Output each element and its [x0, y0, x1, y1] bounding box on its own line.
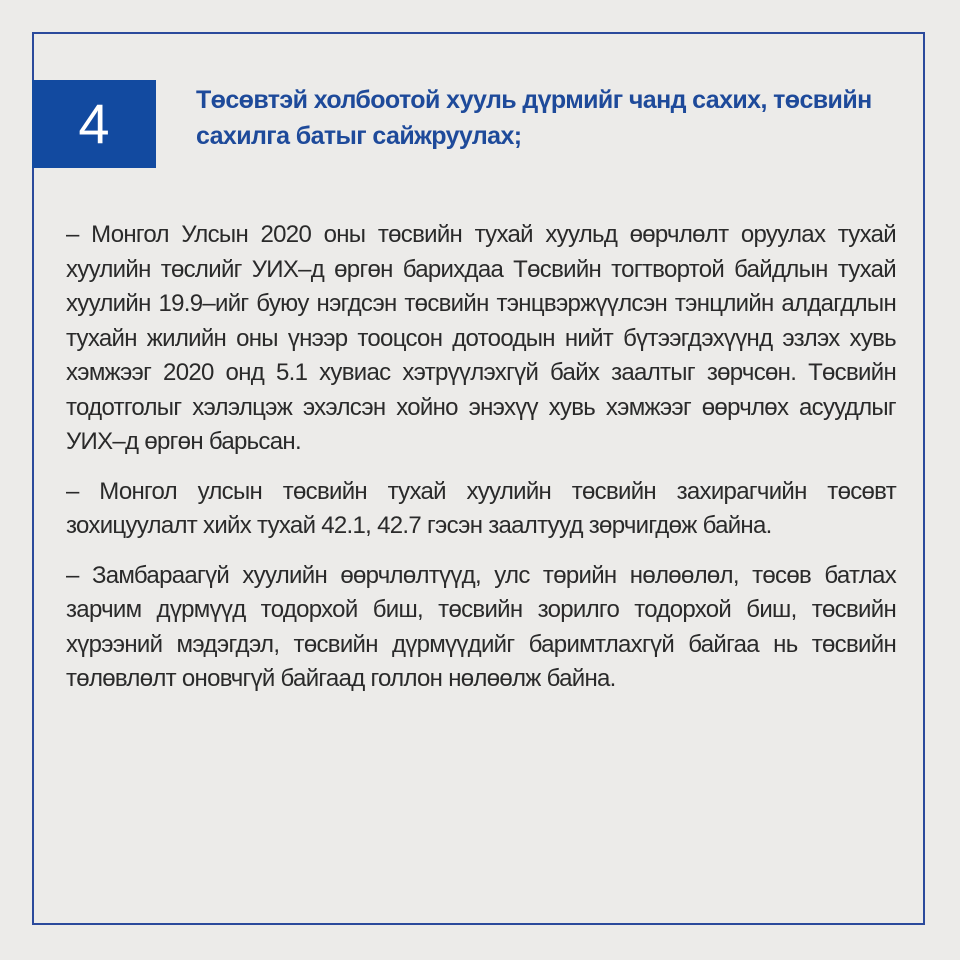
section-heading: Төсөвтэй холбоотой хууль дүрмийг чанд сахих, төсвийн сахилга батыг сайжруулах; [196, 86, 872, 150]
paragraph-3: – Замбараагүй хуулийн өөрчлөлтүүд, улс төрийн нөлөөлөл, төсөв батлах зарчим дүрмүүд тодорхой биш, төсвийн зорилго тодорхой биш, төсвийн хүрээний мэдэгдэл, төсвийн дүрмүүдийг баримтлахгүй байгаа нь төсвийн төлөвлөлт оновчгүй байгаад голлон нөлөөлж байна. [66, 561, 896, 692]
paragraph-2: – Монгол улсын төсвийн тухай хуулийн төсвийн захирагчийн төсөвт зохицуулалт хийх тухай 42.1, 42.7 гэсэн заалтууд зөрчигдөж байна. [66, 477, 896, 539]
paragraph-1: – Монгол Улсын 2020 оны төсвийн тухай хуульд өөрчлөлт оруулах тухай хуулийн төслийг УИХ–д өргөн барихдаа Төсвийн тогтвортой байдлын тухай хуулийн 19.9–ийг буюу нэгдсэн төсвийн тэнцвэржүүлсэн тэнцлийн алдагдлын тухайн жилийн оны үнээр тооцсон дотоодын нийт бүтээгдэхүүнд эзлэх хувь хэмжээг 2020 онд 5.1 хувиас хэтрүүлэхгүй байх заалтыг зөрчсөн. Төсвийн тодотголыг хэлэлцэж эхэлсэн хойно энэхүү хувь хэмжээг өөрчлөх асуудлыг УИХ–д өргөн барьсан. [66, 221, 896, 455]
section-number-badge: 4 [32, 80, 156, 168]
body-text [66, 218, 896, 712]
